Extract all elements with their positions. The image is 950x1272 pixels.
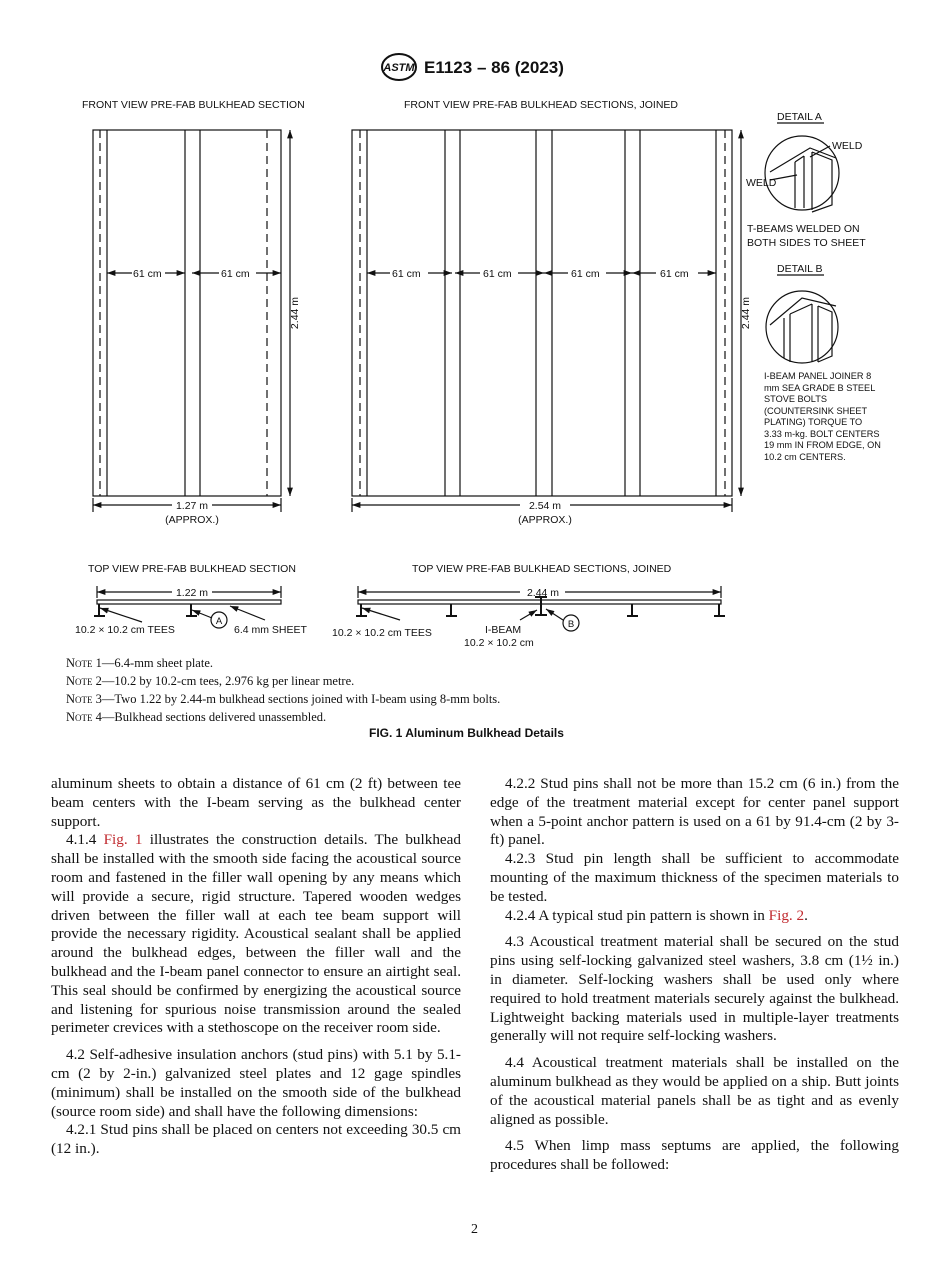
paragraph-4-5: 4.5 When limp mass septums are applied, the following procedures shall be followed: xyxy=(490,1137,899,1174)
weld-label-1: WELD xyxy=(832,140,863,152)
paragraph-4-2-1: 4.2.1 Stud pins shall be placed on centers not exceeding 30.5 cm (12 in.). xyxy=(51,1121,461,1158)
paragraph-end: . xyxy=(804,906,808,924)
figure-caption: FIG. 1 Aluminum Bulkhead Details xyxy=(369,726,564,740)
figure-1-link[interactable]: Fig. 1 xyxy=(103,831,143,849)
page-number: 2 xyxy=(471,1222,478,1237)
figure-2-link[interactable]: Fig. 2 xyxy=(768,906,805,924)
width-single: 1.27 m xyxy=(175,500,209,512)
logo-text: ASTM xyxy=(383,62,415,74)
width-joined: 2.54 m xyxy=(528,500,562,512)
approx-single: (APPROX.) xyxy=(165,514,219,526)
note-key: Note 1 xyxy=(66,656,102,670)
note-key: Note 4 xyxy=(66,710,102,724)
paragraph: aluminum sheets to obtain a distance of 61 cm (2 ft) between tee beam centers with the I-beam serving as the bulkhead center support. xyxy=(51,775,461,830)
callout-b: B xyxy=(567,619,575,630)
paragraph-4-1-4 xyxy=(51,831,461,1038)
sheet-label: 6.4 mm SHEET xyxy=(234,624,307,636)
height-joined: 2.44 m xyxy=(740,296,752,330)
dim-61-joined-2: 61 cm xyxy=(483,268,512,280)
figure-note-3 xyxy=(66,692,500,707)
paragraph-4-2-4 xyxy=(490,907,899,926)
dim-61-single-1: 61 cm xyxy=(133,268,162,280)
note-text: —Two 1.22 by 2.44-m bulkhead sections joined with I-beam using 8-mm bolts. xyxy=(101,692,501,706)
callout-a: A xyxy=(215,616,223,627)
paragraph-4-2: 4.2 Self-adhesive insulation anchors (stud pins) with 5.1 by 5.1-cm (2 by 2-in.) galvanized steel plates and 12 gage spindles (minimum) shall be installed on the smooth side of the bulkhead (source room side) and shall have the following dimensions: xyxy=(51,1046,461,1120)
figure-note-2 xyxy=(66,674,354,689)
detail-b-caption: I-BEAM PANEL JOINER 8 mm SEA GRADE B STEEL STOVE BOLTS (COUNTERSINK SHEET PLATING) TORQUE TO 3.33 m-kg. BOLT CENTERS 19 mm IN FROM EDGE, ON 10.2 cm CENTERS. xyxy=(764,371,881,462)
right-column xyxy=(490,775,899,1175)
top-single-width: 1.22 m xyxy=(175,587,209,599)
weld-label-2: WELD xyxy=(746,177,777,189)
ibeam-size: 10.2 × 10.2 cm xyxy=(464,637,534,649)
detail-b-title: DETAIL B xyxy=(777,263,823,275)
note-key: Note 3 xyxy=(66,692,102,706)
paragraph-text: 4.2.4 A typical stud pin pattern is shown in xyxy=(505,906,769,924)
tees-label-single: 10.2 × 10.2 cm TEES xyxy=(75,624,175,636)
paragraph-text: illustrates the construction details. The bulkhead shall be installed with the smooth side facing the acoustical source room and fastened in the filler wall opening by any means which will provide a secure, rigid structure. Tapered wooden wedges driven between the filler wall at each tee beam support will provide the necessary rigidity. Acoustical sealant shall be applied around the bulkhead edges, between the filler wall and the bulkhead and the I-beam panel connector to ensure an airtight seal. This seal should be confirmed by energizing the acoustical source and listening for spurious noise transmission around the sealed perimeter crevices with a stethoscope on the receiver room side. xyxy=(51,831,462,1037)
note-text: —Bulkhead sections delivered unassembled. xyxy=(101,710,327,724)
dim-61-joined-1: 61 cm xyxy=(392,268,421,280)
paragraph-4-2-2: 4.2.2 Stud pins shall not be more than 15.2 cm (6 in.) from the edge of the treatment material except for center panel support when a 5-point anchor pattern is used on a 61 by 91.4-cm (2 by 3-ft) panel. xyxy=(490,775,899,849)
top-joined-width: 2.44 m xyxy=(526,587,560,599)
height-single: 2.44 m xyxy=(289,296,301,330)
note-key: Note 2 xyxy=(66,674,102,688)
top-single-title: TOP VIEW PRE-FAB BULKHEAD SECTION xyxy=(88,563,296,575)
note-text: —10.2 by 10.2-cm tees, 2.976 kg per linear metre. xyxy=(101,674,355,688)
tees-label-joined: 10.2 × 10.2 cm TEES xyxy=(332,627,432,639)
document-designation: E1123 – 86 (2023) xyxy=(424,58,564,77)
detail-a-caption: T-BEAMS WELDED ON BOTH SIDES TO SHEET xyxy=(747,223,866,249)
front-single-title: FRONT VIEW PRE-FAB BULKHEAD SECTION xyxy=(82,99,305,111)
note-text: —6.4-mm sheet plate. xyxy=(101,656,213,670)
top-joined-title: TOP VIEW PRE-FAB BULKHEAD SECTIONS, JOINED xyxy=(412,563,672,575)
dim-61-joined-3: 61 cm xyxy=(571,268,600,280)
section-number: 4.1.4 xyxy=(66,831,97,849)
left-column xyxy=(51,775,461,1159)
front-joined-title: FRONT VIEW PRE-FAB BULKHEAD SECTIONS, JOINED xyxy=(404,99,679,111)
ibeam-label: I-BEAM xyxy=(485,624,522,636)
detail-a-title: DETAIL A xyxy=(777,111,822,123)
figure-note-1 xyxy=(66,656,213,671)
figure-note-4 xyxy=(66,710,326,725)
paragraph-4-4: 4.4 Acoustical treatment materials shall be installed on the aluminum bulkhead as they would be applied on a ship. Butt joints of the acoustical material panels shall be as tight and as evenly aligned as possible. xyxy=(490,1054,899,1128)
dim-61-single-2: 61 cm xyxy=(221,268,250,280)
dim-61-joined-4: 61 cm xyxy=(660,268,689,280)
paragraph-4-2-3: 4.2.3 Stud pin length shall be sufficient to accommodate mounting of the maximum thickness of the specimen materials to be tested. xyxy=(490,850,899,905)
approx-joined: (APPROX.) xyxy=(518,514,572,526)
paragraph-4-3: 4.3 Acoustical treatment material shall be secured on the stud pins using self-locking galvanized steel washers, 3.8 cm (1½ in.) in diameter. Self-locking washers shall be used only where required to hold treatment materials securely against the bulkhead. Lightweight backing materials used in multiple-layer treatments generally will not require self-locking washers. xyxy=(490,933,899,1045)
